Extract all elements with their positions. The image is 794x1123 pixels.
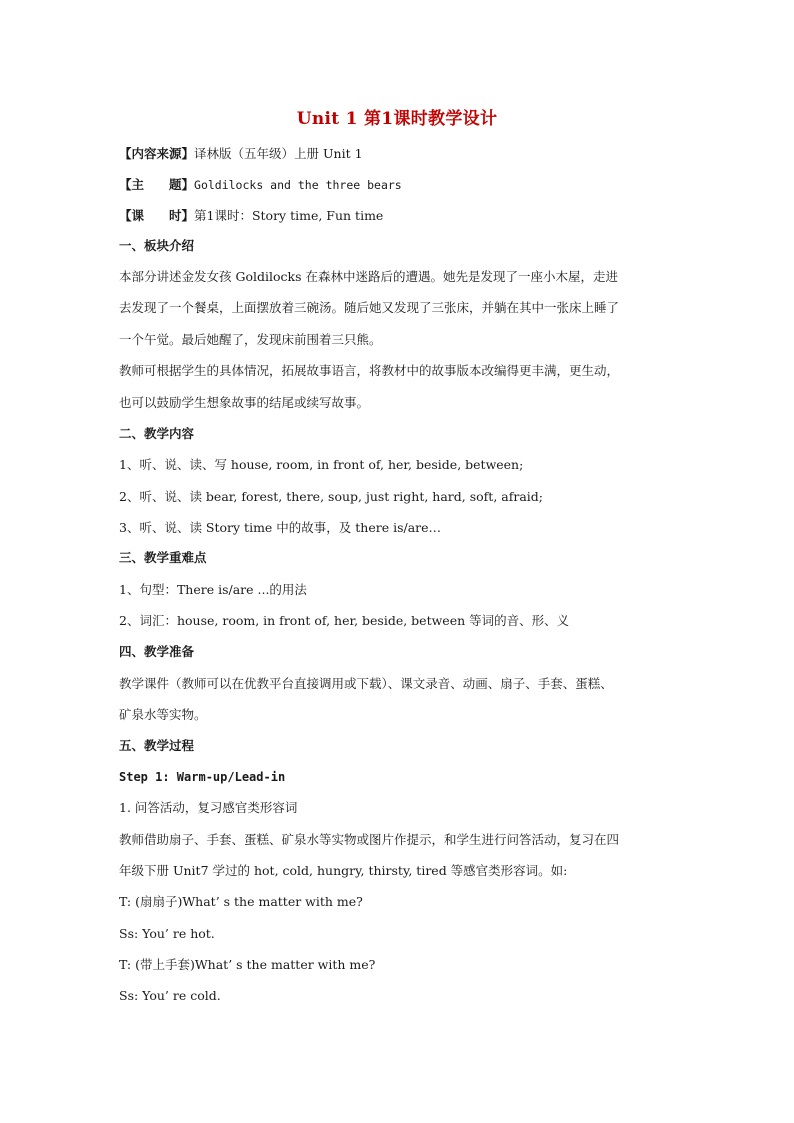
dialog-line: T: (带上手套)What’ s the matter with me? [119,957,376,972]
meta-label: 【主 题】 [119,177,195,192]
document-title: Unit 1 第1课时教学设计 [296,109,498,129]
list-item: 2、词汇：house, room, in front of, her, beside, between 等词的音、形、义 [119,613,570,628]
paragraph-line: 矿泉水等实物。 [119,707,207,722]
paragraph-line: 也可以鼓励学生想象故事的结尾或续写故事。 [119,395,370,410]
meta-topic [119,176,679,194]
paragraph-line: 去发现了一个餐桌，上面摆放着三碗汤。随后她又发现了三张床，并躺在其中一张床上睡了 [119,300,620,315]
list-item: 1、听、说、读、写 house, room, in front of, her, beside, between; [119,457,524,472]
section-heading: 四、教学准备 [119,644,195,659]
section-heading: 二、教学内容 [119,426,195,441]
meta-value: 第1课时：Story time, Fun time [194,208,384,223]
list-item: 3、听、说、读 Story time 中的故事，及 there is/are… [119,520,442,535]
list-item: 2、听、说、读 bear, forest, there, soup, just right, hard, soft, afraid; [119,489,543,504]
dialog-line: Ss: You’ re hot. [119,926,215,941]
dialog-line: Ss: You’ re cold. [119,988,221,1003]
paragraph-line: 一个午觉。最后她醒了，发现床前围着三只熊。 [119,332,382,347]
meta-period [119,207,679,225]
meta-source [119,145,679,163]
meta-value: 译林版（五年级）上册 Unit 1 [194,146,363,161]
list-item: 1、句型：There is/are ...的用法 [119,582,307,597]
dialog-line: T: (扇扇子)What’ s the matter with me? [119,894,363,909]
meta-label: 【内容来源】 [119,146,195,161]
section-heading: 三、教学重难点 [119,550,207,565]
meta-value: Goldilocks and the three bears [194,178,402,192]
step-heading: Step 1: Warm-up/Lead-in [119,770,286,784]
paragraph-line: 教学课件（教师可以在优教平台直接调用或下载）、课文录音、动画、扇子、手套、蛋糕、 [119,676,613,691]
paragraph-line: 本部分讲述金发女孩 Goldilocks 在森林中迷路后的遭遇。她先是发现了一座小木屋，走进 [119,269,618,284]
section-heading: 一、板块介绍 [119,238,195,253]
subheading: 1. 问答活动，复习感官类形容词 [119,800,298,815]
paragraph-line: 教师借助扇子、手套、蛋糕、矿泉水等实物或图片作提示，和学生进行问答活动，复习在四 [119,832,620,847]
paragraph-line: 教师可根据学生的具体情况，拓展故事语言，将教材中的故事版本改编得更丰满，更生动， [119,363,620,378]
section-heading: 五、教学过程 [119,738,195,753]
meta-label: 【课 时】 [119,208,195,223]
paragraph-line: 年级下册 Unit7 学过的 hot, cold, hungry, thirsty, tired 等感官类形容词。如: [119,863,568,878]
